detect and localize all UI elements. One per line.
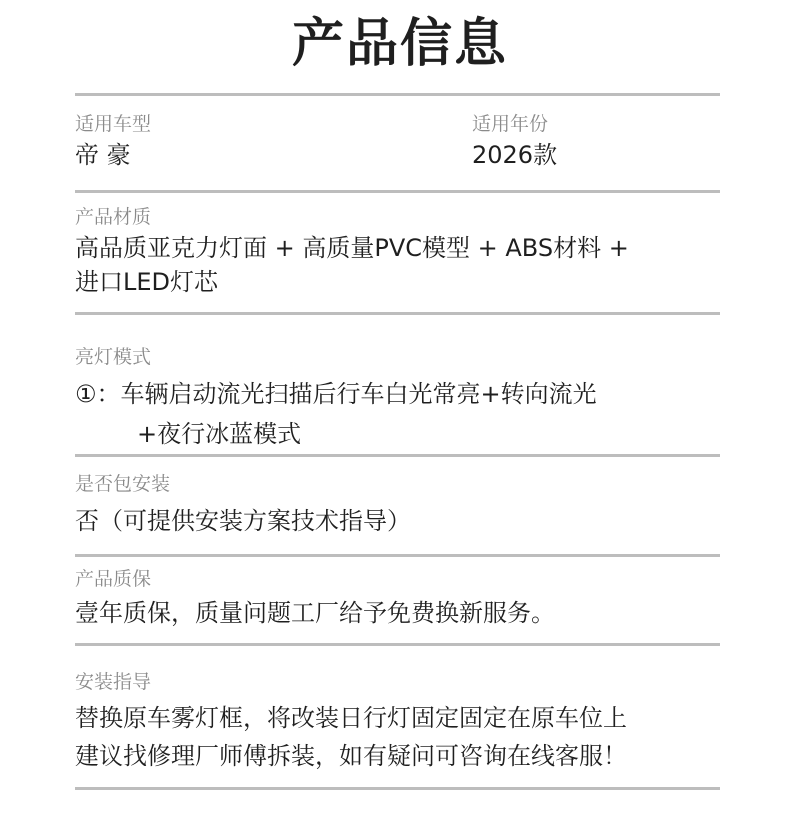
divider [75, 454, 720, 457]
warranty-label: 产品质保 [75, 568, 152, 590]
divider [75, 312, 720, 315]
installation-included-value: 否（可提供安装方案技术指导） [75, 507, 411, 535]
install-guide-label: 安装指导 [75, 671, 152, 693]
page-title: 产品信息 [291, 14, 508, 74]
divider [75, 190, 720, 193]
vehicle-model-label: 适用车型 [75, 113, 152, 135]
divider [75, 787, 720, 790]
year-value: 2026款 [472, 141, 558, 169]
warranty-value: 壹年质保，质量问题工厂给予免费换新服务。 [75, 599, 555, 627]
material-label: 产品材质 [75, 206, 152, 228]
light-mode-value-line2: +夜行冰蓝模式 [137, 420, 302, 448]
installation-included-label: 是否包安装 [75, 473, 171, 495]
install-guide-value-line1: 替换原车雾灯框，将改装日行灯固定固定在原车位上 [75, 704, 627, 732]
light-mode-label: 亮灯模式 [75, 346, 152, 368]
vehicle-model-value: 帝 豪 [75, 141, 131, 169]
install-guide-value-line2: 建议找修理厂师傅拆装，如有疑问可咨询在线客服！ [75, 742, 627, 770]
divider [75, 93, 720, 96]
light-mode-value-line1: ①：车辆启动流光扫描后行车白光常亮+转向流光 [75, 380, 597, 408]
divider [75, 554, 720, 557]
divider [75, 643, 720, 646]
year-label: 适用年份 [472, 113, 549, 135]
material-value-line1: 高品质亚克力灯面 + 高质量PVC模型 + ABS材料 + [75, 234, 629, 262]
material-value-line2: 进口LED灯芯 [75, 268, 219, 296]
